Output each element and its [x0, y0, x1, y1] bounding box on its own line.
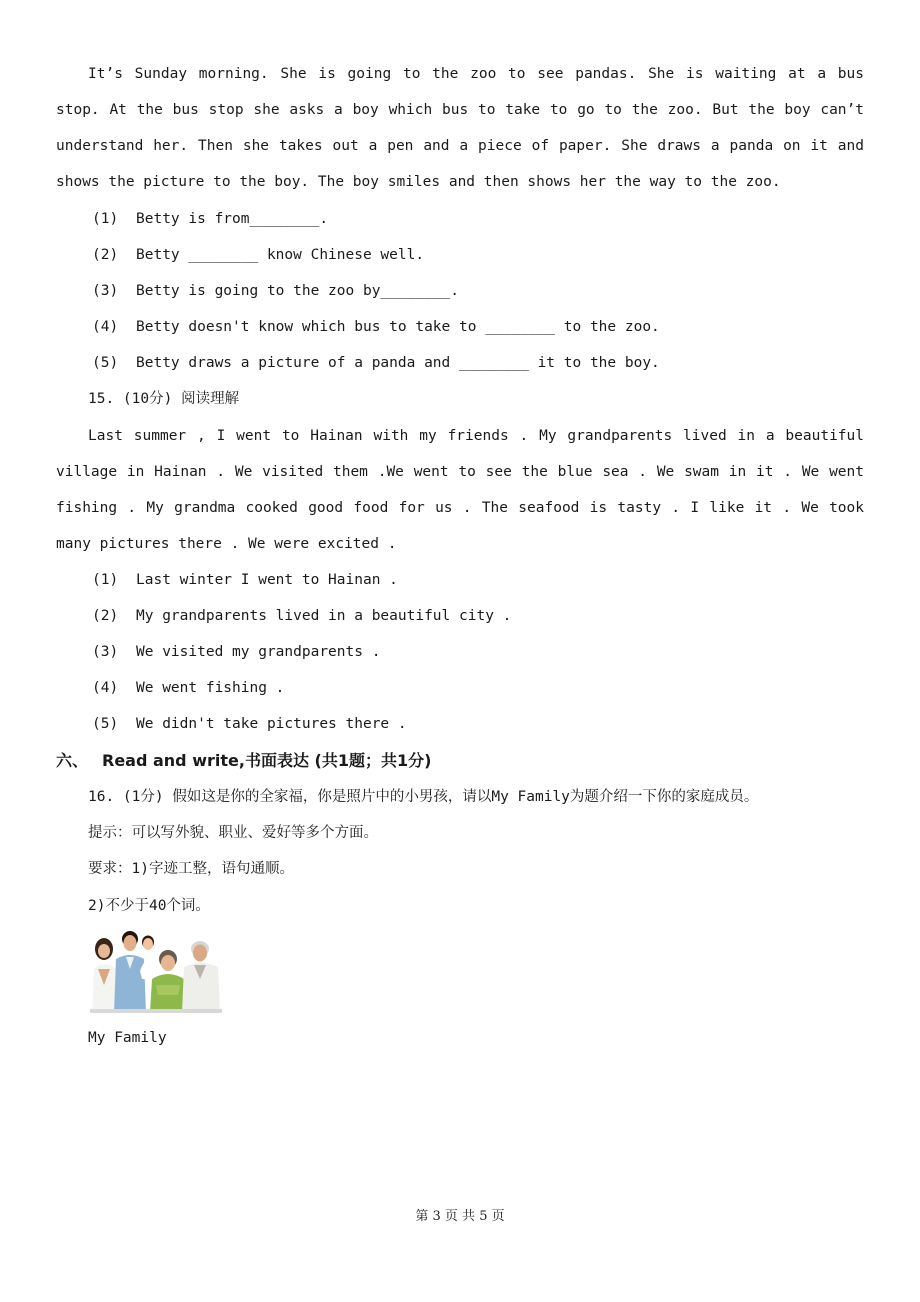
- question-number: (5): [92, 716, 119, 732]
- page-footer: 第 3 页 共 5 页: [415, 1209, 505, 1224]
- passage-hainan: Last summer , I went to Hainan with my friends . My grandparents lived in a beautiful village in Hainan . We visited them .We went to see the blue sea . We swam in it . We went fishing . My grandma cooked good food for us . The seafood is tasty . I like it . We took many pictures there . We were excited .: [56, 428, 864, 552]
- question-number: (4): [92, 319, 119, 335]
- family-photo: [90, 929, 222, 1013]
- question-number: (2): [92, 247, 119, 263]
- question-16-prompt: 16. (1分) 假如这是你的全家福，你是照片中的小男孩，请以My Family为题介绍一下你的家庭成员。: [88, 789, 759, 805]
- question-text: We visited my grandparents .: [136, 644, 381, 660]
- section-number: 六、: [56, 751, 89, 770]
- question-15-item-5: [92, 714, 407, 734]
- question-item-5: [92, 353, 660, 373]
- question-15-item-3: [92, 642, 380, 662]
- question-text: We didn't take pictures there .: [136, 716, 407, 732]
- section-heading: [56, 750, 431, 772]
- question-16-requirement-1: 要求：1)字迹工整，语句通顺。: [88, 861, 294, 877]
- question-16-requirement-2: 2)不少于40个词。: [88, 898, 210, 914]
- question-item-4: [92, 317, 660, 337]
- question-text: Betty doesn't know which bus to take to ________ to the zoo.: [136, 319, 660, 335]
- question-text: Betty is from________.: [136, 211, 329, 227]
- question-number: (1): [92, 572, 119, 588]
- section-title: Read and write,书面表达 (共1题；共1分): [102, 751, 432, 770]
- question-item-3: [92, 281, 459, 301]
- question-number: (2): [92, 608, 119, 624]
- question-15-label: 15. (10分) 阅读理解: [88, 391, 240, 407]
- question-number: (4): [92, 680, 119, 696]
- question-number: (5): [92, 355, 119, 371]
- question-text: My grandparents lived in a beautiful city .: [136, 608, 512, 624]
- question-number: (3): [92, 644, 119, 660]
- question-text: Last winter I went to Hainan .: [136, 572, 398, 588]
- photo-caption: My Family: [88, 1030, 167, 1046]
- question-text: We went fishing .: [136, 680, 285, 696]
- passage-betty: It’s Sunday morning. She is going to the zoo to see pandas. She is waiting at a bus stop. At the bus stop she asks a boy which bus to take to go to the zoo. But the boy can’t understand her. Then she takes out a pen and a piece of paper. She draws a panda on it and shows the picture to the boy. The boy smiles and then shows her the way to the zoo.: [56, 66, 864, 190]
- question-item-2: [92, 245, 424, 265]
- question-16-hint: 提示：可以写外貌、职业、爱好等多个方面。: [88, 825, 378, 841]
- question-number: (1): [92, 211, 119, 227]
- question-15-item-4: [92, 678, 284, 698]
- question-text: Betty draws a picture of a panda and ________ it to the boy.: [136, 355, 660, 371]
- question-15-item-2: [92, 606, 511, 626]
- question-15-item-1: [92, 570, 398, 590]
- question-item-1: [92, 209, 328, 229]
- question-text: Betty ________ know Chinese well.: [136, 247, 425, 263]
- family-photo-illustration: [90, 931, 222, 1013]
- question-text: Betty is going to the zoo by________.: [136, 283, 460, 299]
- question-number: (3): [92, 283, 119, 299]
